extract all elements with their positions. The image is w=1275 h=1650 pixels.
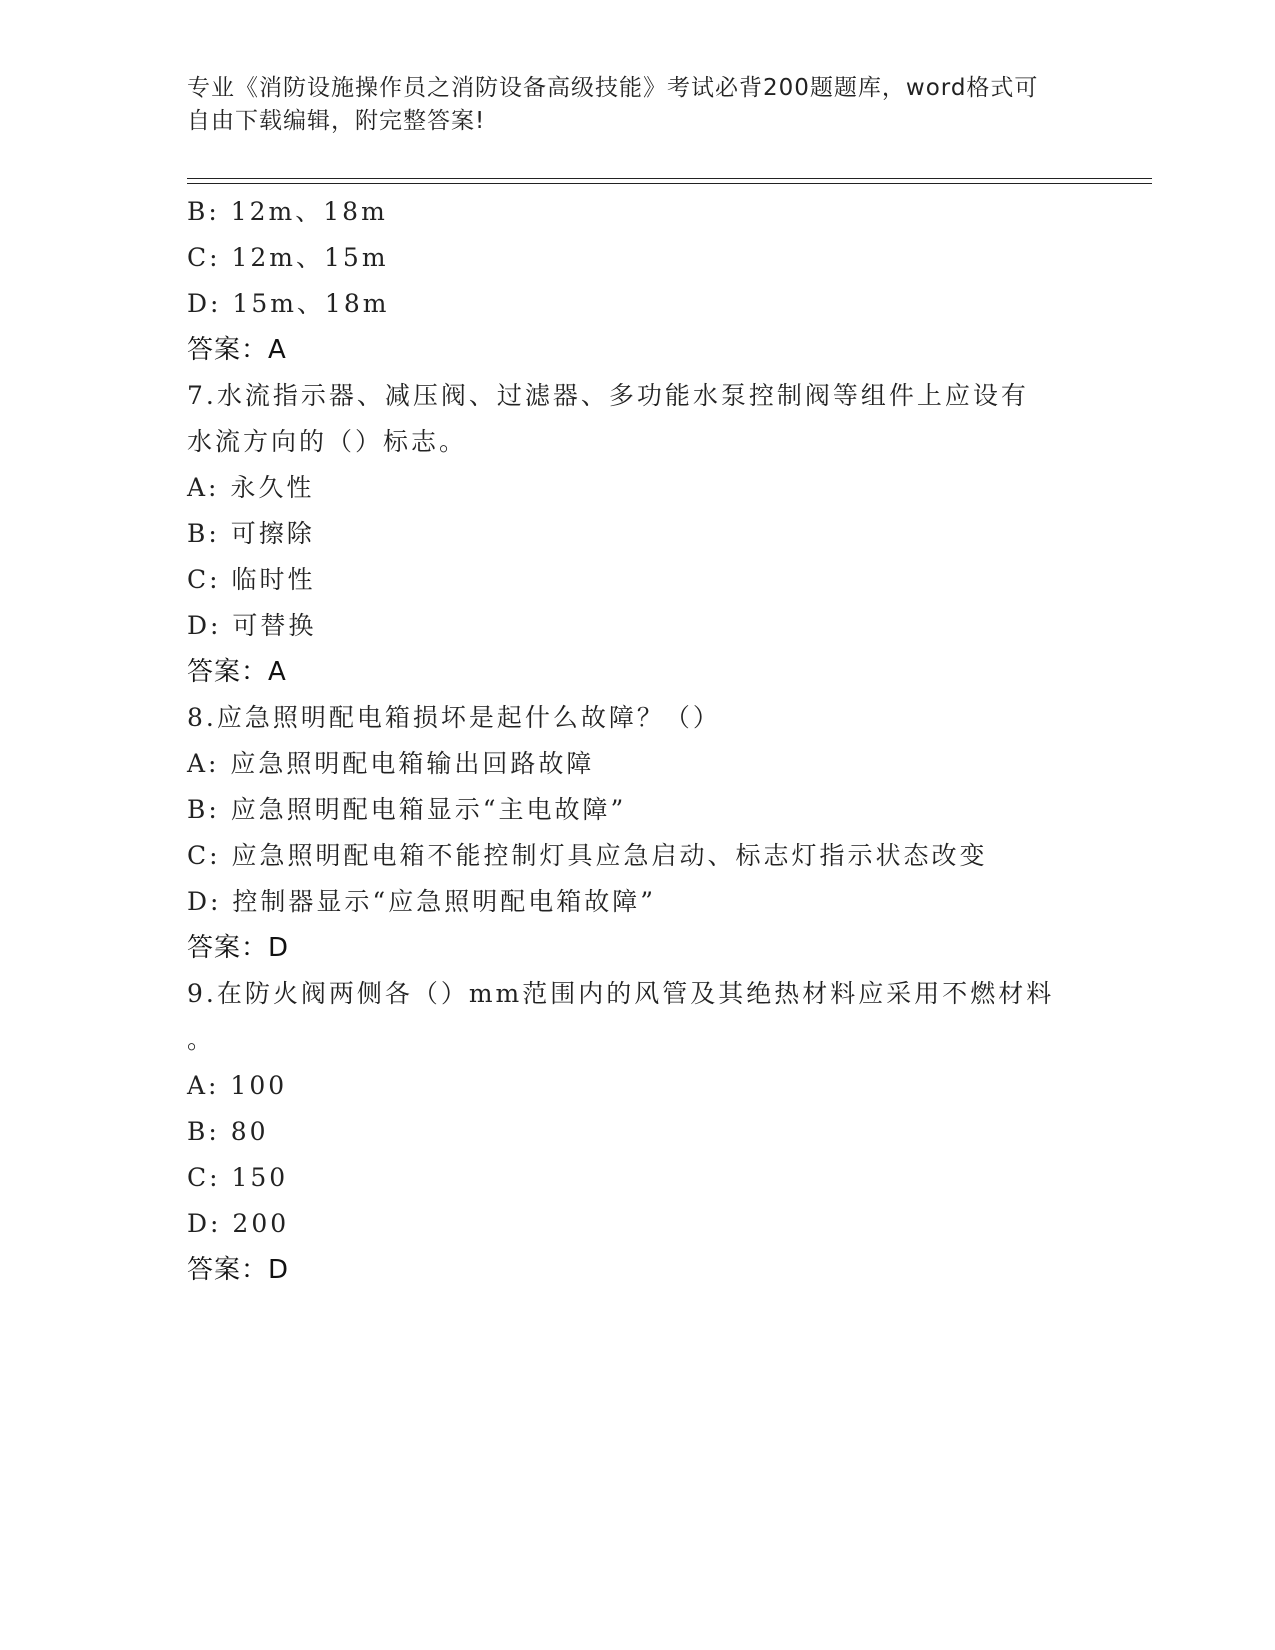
option-line: C: 临时性 xyxy=(187,565,316,594)
header-line-1: 专业《消防设施操作员之消防设备高级技能》考试必背200题题库，word格式可 xyxy=(187,75,1039,101)
question-8 xyxy=(187,695,1147,971)
question-text: 。 xyxy=(187,1025,216,1054)
answer-line: 答案：A xyxy=(187,335,287,365)
question-7 xyxy=(187,373,1147,695)
option-line: A: 永久性 xyxy=(187,473,315,502)
option-line: C: 应急照明配电箱不能控制灯具应急启动、标志灯指示状态改变 xyxy=(187,841,988,870)
question-text: 9.在防火阀两侧各（）mm范围内的风管及其绝热材料应采用不燃材料 xyxy=(187,979,1055,1008)
option-line: D: 15m、18m xyxy=(187,289,390,318)
question-9 xyxy=(187,971,1147,1293)
question-text: 8.应急照明配电箱损坏是起什么故障？（） xyxy=(187,703,721,732)
header-line-2: 自由下载编辑，附完整答案! xyxy=(187,108,486,134)
option-line: B: 应急照明配电箱显示“主电故障” xyxy=(187,795,627,824)
option-line: D: 可替换 xyxy=(187,611,317,640)
question-list xyxy=(187,189,1147,1293)
answer-line: 答案：D xyxy=(187,933,290,963)
answer-line: 答案：D xyxy=(187,1255,290,1285)
option-line: A: 100 xyxy=(187,1071,288,1100)
option-line: D: 200 xyxy=(187,1209,290,1238)
option-line: D: 控制器显示“应急照明配电箱故障” xyxy=(187,887,656,916)
header-divider-top xyxy=(187,178,1152,179)
option-line: B: 可擦除 xyxy=(187,519,315,548)
option-line: A: 应急照明配电箱输出回路故障 xyxy=(187,749,595,778)
option-line: C: 150 xyxy=(187,1163,289,1192)
header-divider-bottom xyxy=(187,183,1152,184)
question-text: 水流方向的（）标志。 xyxy=(187,427,468,456)
option-line: B: 80 xyxy=(187,1117,269,1146)
document-header xyxy=(187,72,1067,138)
question-6-tail xyxy=(187,189,1147,373)
question-text: 7.水流指示器、减压阀、过滤器、多功能水泵控制阀等组件上应设有 xyxy=(187,381,1029,410)
option-line: B: 12m、18m xyxy=(187,197,388,226)
answer-line: 答案：A xyxy=(187,657,287,687)
option-line: C: 12m、15m xyxy=(187,243,389,272)
